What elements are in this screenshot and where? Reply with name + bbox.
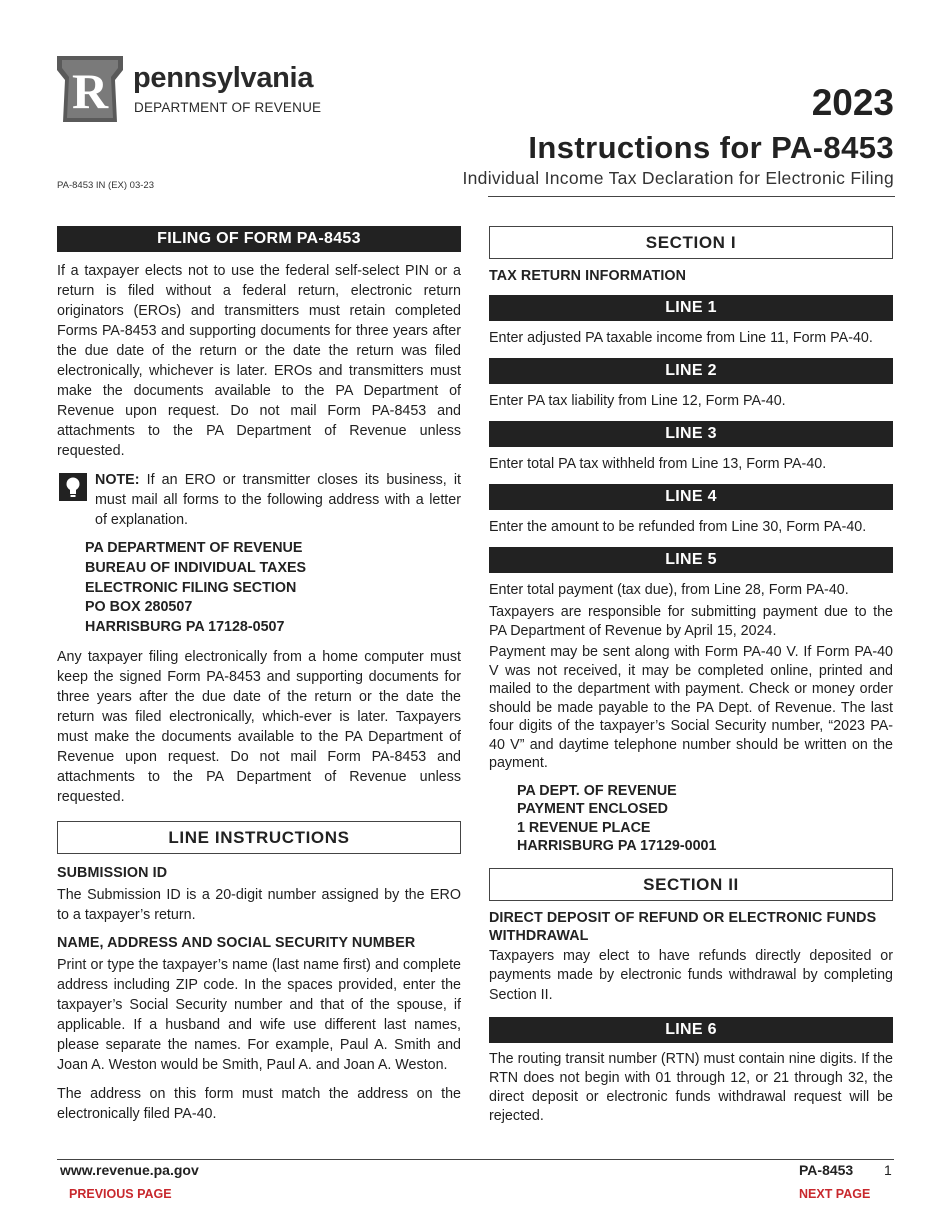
submission-id-paragraph: The Submission ID is a 20-digit number assigned by the ERO to a taxpayer’s return. <box>57 886 461 923</box>
name-address-heading: NAME, ADDRESS AND SOCIAL SECURITY NUMBER <box>57 934 416 951</box>
next-page-link[interactable]: NEXT PAGE <box>799 1187 871 1201</box>
logo-letter: R <box>71 63 109 119</box>
line-4-heading: LINE 4 <box>489 484 893 510</box>
address-line: BUREAU OF INDIVIDUAL TAXES <box>85 559 307 576</box>
section-2-heading: SECTION II <box>489 868 893 901</box>
note-paragraph <box>57 470 461 530</box>
address-line: PO BOX 280507 <box>85 599 193 616</box>
line-1-text: Enter adjusted PA taxable income from Line 11, Form PA-40. <box>489 330 873 346</box>
pa-revenue-logo <box>55 56 355 126</box>
line-6-heading: LINE 6 <box>489 1017 893 1043</box>
note-text: If an ERO or transmitter closes its business, it must mail all forms to the following address with a letter of explanation. <box>95 472 461 528</box>
line-5-text: Enter total payment (tax due), from Line 28, Form PA-40. <box>489 582 849 598</box>
address-line: ELECTRONIC FILING SECTION <box>85 579 297 596</box>
line-3-text: Enter total PA tax withheld from Line 13, Form PA-40. <box>489 456 827 472</box>
footer-url[interactable]: www.revenue.pa.gov <box>60 1162 199 1178</box>
address-line: PAYMENT ENCLOSED <box>517 801 668 817</box>
logo-department: DEPARTMENT OF REVENUE <box>134 100 322 115</box>
address-line: HARRISBURG PA 17128-0507 <box>85 619 285 636</box>
line-5-heading: LINE 5 <box>489 547 893 573</box>
lightbulb-icon <box>59 473 87 501</box>
left-column <box>57 226 461 1124</box>
line-6-text: The routing transit number (RTN) must contain nine digits. If the RTN does not begin with 01 through 12, or 21 through 32, the direct deposit or electronic funds withdrawal request will be rejected. <box>489 1051 893 1124</box>
address-match-paragraph: The address on this form must match the address on the electronically filed PA-40. <box>57 1085 461 1122</box>
footer-form-number: PA-8453 <box>799 1162 854 1178</box>
line-2-text: Enter PA tax liability from Line 12, Form PA-40. <box>489 393 786 409</box>
filing-heading: FILING OF FORM PA-8453 <box>57 226 461 252</box>
logo-name: pennsylvania <box>133 62 314 94</box>
home-filing-paragraph: Any taxpayer filing electronically from a home computer must keep the signed Form PA-8453 and supporting documents for three years after the due date of the return or the date the return was filed electronically, which-ever is later. Taxpayers must make the documents available to the PA Department of Revenue upon request. Do not mail Form PA-8453 and attachments to the PA Department of Revenue unless requested. <box>57 648 461 805</box>
previous-page-link[interactable]: PREVIOUS PAGE <box>69 1187 172 1201</box>
line-1-heading: LINE 1 <box>489 295 893 321</box>
line-4-text: Enter the amount to be refunded from Line 30, Form PA-40. <box>489 519 867 535</box>
note-block <box>57 470 461 530</box>
keystone-icon <box>55 56 125 124</box>
line-2-heading: LINE 2 <box>489 358 893 384</box>
line-3-heading: LINE 3 <box>489 421 893 447</box>
address-line: HARRISBURG PA 17129-0001 <box>517 838 717 854</box>
page-subtitle: Individual Income Tax Declaration for Electronic Filing <box>462 168 894 188</box>
direct-deposit-paragraph: Taxpayers may elect to have refunds directly deposited or payments made by electronic funds withdrawal by completing Section II. <box>489 947 893 1003</box>
page-title: Instructions for PA-8453 <box>528 130 894 165</box>
submission-id-heading: SUBMISSION ID <box>57 864 168 881</box>
direct-deposit-heading: DIRECT DEPOSIT OF REFUND OR ELECTRONIC FUNDS WITHDRAWAL <box>489 909 877 944</box>
name-address-paragraph: Print or type the taxpayer’s name (last name first) and complete address including ZIP code. In the spaces provided, enter the taxpayer’s Social Security number and that of the spouse, if applicable. If a husband and wife use different last names, please separate the names. For example, Paul A. Smith and Joan A. Weston would be Smith, Paul A. and Joan A. Weston. <box>57 956 461 1073</box>
footer-page-number: 1 <box>884 1162 892 1178</box>
note-label: NOTE: <box>95 472 140 488</box>
form-code: PA-8453 IN (EX) 03-23 <box>57 180 154 191</box>
tax-year: 2023 <box>811 82 894 123</box>
mailing-address <box>85 539 461 638</box>
payment-address <box>517 782 893 856</box>
tax-return-info-heading: TAX RETURN INFORMATION <box>489 268 687 284</box>
address-line: PA DEPARTMENT OF REVENUE <box>85 540 303 556</box>
address-line: 1 REVENUE PLACE <box>517 819 651 836</box>
section-1-heading: SECTION I <box>489 226 893 259</box>
line-instructions-heading: LINE INSTRUCTIONS <box>57 821 461 854</box>
header-divider <box>488 196 895 197</box>
line-5-payment-details: Payment may be sent along with Form PA-40 V. If Form PA-40 V was not received, it may be completed online, printed and mailed to the department with payment. Check or money order should be made payable to the PA Dept. of Revenue. The last four digits of the taxpayer’s Social Security number, “2023 PA-40 V” and daytime telephone number should be written on the payment. <box>489 644 893 771</box>
address-line: PA DEPT. OF REVENUE <box>517 782 677 799</box>
filing-paragraph: If a taxpayer elects not to use the federal self-select PIN or a return is filed without a federal return, electronic return originators (EROs) and transmitters must retain completed Forms PA-8453 and supporting documents for three years after the due date of the return or the date the return was filed electronically, whichever is later. EROs and transmitters must make the documents available to the PA Department of Revenue upon request. Do not mail Form PA-8453 and attachments to the PA Department of Revenue unless requested. <box>57 263 461 459</box>
right-column <box>489 226 893 1126</box>
footer-divider <box>57 1159 894 1160</box>
line-5-payment-due: Taxpayers are responsible for submitting payment due to the PA Department of Revenue by April 15, 2024. <box>489 604 893 639</box>
